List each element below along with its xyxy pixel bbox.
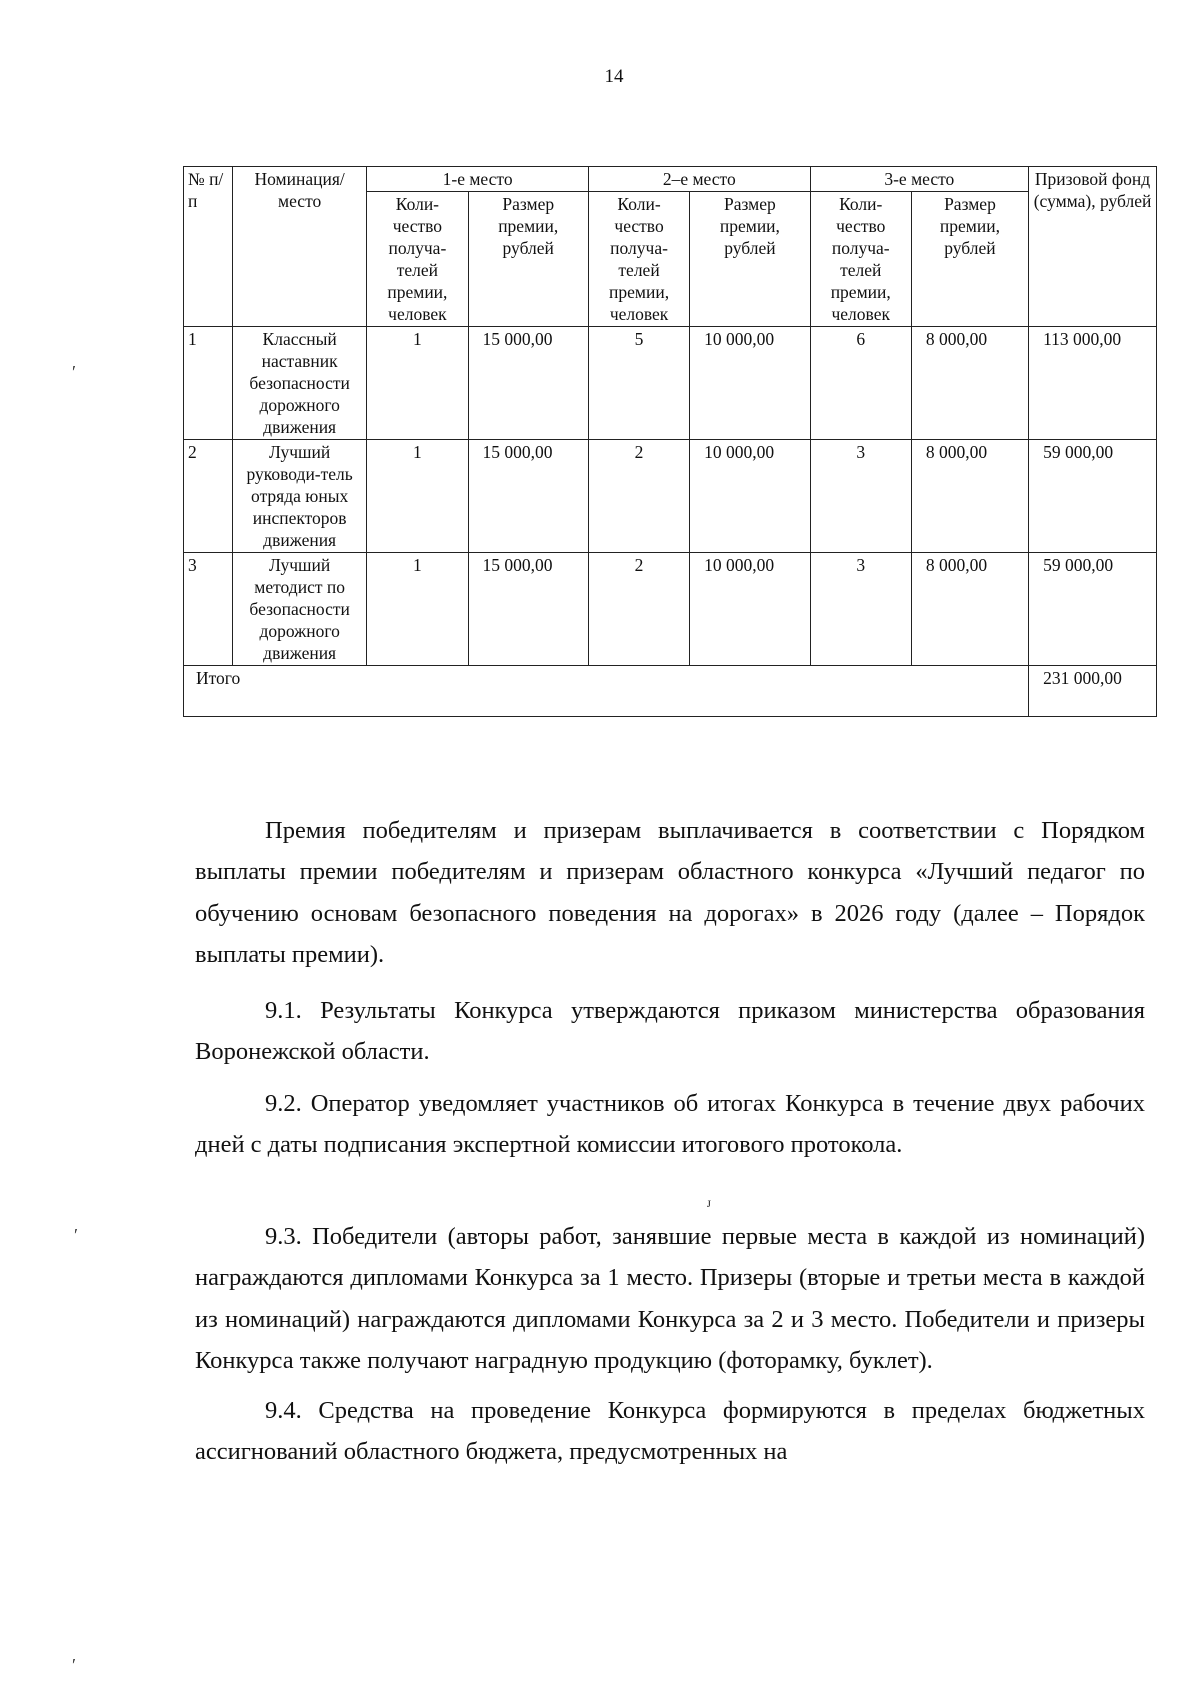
row-nomination: Лучший руководи-тель отряда юных инспекторов движения xyxy=(233,440,367,553)
total-label: Итого xyxy=(184,666,1029,717)
table-row xyxy=(184,327,1157,440)
paragraph-9-4: 9.4. Средства на проведение Конкурса формируются в пределах бюджетных ассигнований областного бюджета, предусмотренных на xyxy=(195,1397,1145,1466)
row-fund: 113 000,00 xyxy=(1029,327,1157,440)
header-size-3: Размер премии, рублей xyxy=(911,192,1028,327)
table-row xyxy=(184,553,1157,666)
row-size-1: 15 000,00 xyxy=(468,553,588,666)
header-count-3: Коли-чество получа-телей премии, человек xyxy=(810,192,911,327)
total-value: 231 000,00 xyxy=(1029,666,1157,717)
row-fund: 59 000,00 xyxy=(1029,553,1157,666)
header-count-1: Коли-чество получа-телей премии, человек xyxy=(367,192,468,327)
prize-table xyxy=(183,166,1157,717)
margin-mark: ′ xyxy=(72,362,76,382)
row-count-2: 5 xyxy=(588,327,689,440)
row-size-3: 8 000,00 xyxy=(911,327,1028,440)
row-size-2: 10 000,00 xyxy=(690,553,810,666)
header-place-1: 1-е место xyxy=(367,167,589,192)
row-size-2: 10 000,00 xyxy=(690,440,810,553)
row-num: 1 xyxy=(184,327,233,440)
row-size-3: 8 000,00 xyxy=(911,440,1028,553)
header-fund: Призовой фонд (сумма), рублей xyxy=(1029,167,1157,327)
row-num: 2 xyxy=(184,440,233,553)
header-size-2: Размер премии, рублей xyxy=(690,192,810,327)
row-count-1: 1 xyxy=(367,440,468,553)
header-place-3: 3-е место xyxy=(810,167,1028,192)
row-nomination: Классный наставник безопасности дорожного движения xyxy=(233,327,367,440)
row-count-3: 3 xyxy=(810,440,911,553)
paragraph-9-1: 9.1. Результаты Конкурса утверждаются приказом министерства образования Воронежской области. xyxy=(195,997,1145,1066)
row-fund: 59 000,00 xyxy=(1029,440,1157,553)
header-place-2: 2–е место xyxy=(588,167,810,192)
row-size-1: 15 000,00 xyxy=(468,440,588,553)
paragraph-premium: Премия победителям и призерам выплачивается в соответствии с Порядком выплаты премии победителям и призерам областного конкурса «Лучший педагог по обучению основам безопасного поведения на дорогах» в 2026 году (далее – Порядок выплаты премии). xyxy=(195,817,1145,968)
header-num: № п/п xyxy=(184,167,233,327)
table-row xyxy=(184,440,1157,553)
total-row xyxy=(184,666,1157,717)
header-nomination: Номинация/ место xyxy=(233,167,367,327)
row-size-2: 10 000,00 xyxy=(690,327,810,440)
paragraph-9-2: 9.2. Оператор уведомляет участников об итогах Конкурса в течение двух рабочих дней с даты подписания экспертной комиссии итогового протокола. xyxy=(195,1090,1145,1159)
margin-mark: ′ xyxy=(72,1655,76,1675)
row-size-3: 8 000,00 xyxy=(911,553,1028,666)
scan-mark: ᴊ xyxy=(707,1196,712,1211)
paragraph-9-3: 9.3. Победители (авторы работ, занявшие первые места в каждой из номинаций) награждаются дипломами Конкурса за 1 место. Призеры (вторые и третьи места в каждой из номинаций) награждаются дипломами Конкурса за 2 и 3 место. Победители и призеры Конкурса также получают наградную продукцию (фоторамку, буклет). xyxy=(195,1223,1145,1374)
row-nomination: Лучший методист по безопасности дорожного движения xyxy=(233,553,367,666)
table-header-row xyxy=(184,167,1157,192)
row-count-2: 2 xyxy=(588,440,689,553)
row-size-1: 15 000,00 xyxy=(468,327,588,440)
row-count-1: 1 xyxy=(367,327,468,440)
row-count-3: 6 xyxy=(810,327,911,440)
header-count-2: Коли-чество получа-телей премии, человек xyxy=(588,192,689,327)
margin-mark: ′ xyxy=(74,1225,78,1245)
row-num: 3 xyxy=(184,553,233,666)
row-count-1: 1 xyxy=(367,553,468,666)
page-number: 14 xyxy=(604,66,624,87)
row-count-2: 2 xyxy=(588,553,689,666)
row-count-3: 3 xyxy=(810,553,911,666)
header-size-1: Размер премии, рублей xyxy=(468,192,588,327)
